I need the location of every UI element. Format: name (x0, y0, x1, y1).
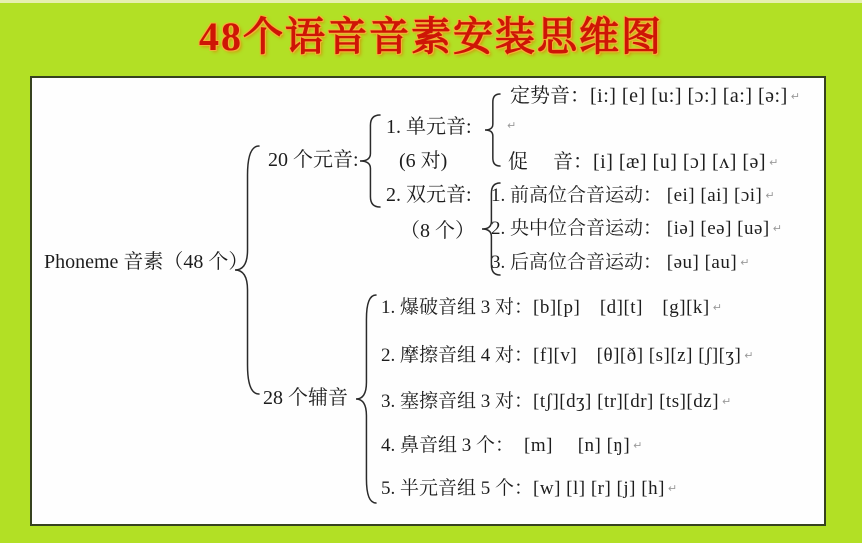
consonant-row (381, 434, 642, 458)
monophthong-count: (6 对) (399, 150, 448, 172)
page-title: 48个语音音素安装思维图 (199, 14, 663, 59)
eol-mark-icon: ↵ (740, 256, 750, 269)
consonant-row (381, 296, 722, 320)
eol-mark-icon: ↵ (667, 482, 678, 495)
brace-root (234, 145, 260, 395)
eol-mark-icon: ↵ (722, 395, 732, 408)
eol-mark-icon: ↵ (772, 222, 782, 235)
consonant-row-label: 2. 摩擦音组 4 对： (381, 345, 534, 366)
consonant-row-phonemes: [f][v] [θ][ð] [s][z] [ʃ][ʒ] (533, 345, 742, 366)
diphthong-title: 2. 双元音: (386, 184, 472, 206)
consonant-row (381, 477, 677, 501)
consonant-row (381, 344, 754, 368)
consonant-row (381, 390, 731, 414)
diphthong-row-phonemes: [ei] [ai] [ɔi] (666, 185, 763, 206)
mono-row-label: 定势音： (510, 85, 590, 107)
mono-row (510, 84, 800, 109)
brace-consonants (355, 294, 377, 504)
consonant-row-label: 4. 鼻音组 3 个： (381, 435, 505, 456)
consonant-row-phonemes: [w] [l] [r] [j] [h] (533, 478, 665, 499)
diphthong-row (491, 251, 749, 275)
mono-row (508, 150, 778, 175)
diphthong-row-label: 1. 前高位合音运动： (491, 185, 663, 206)
consonant-row-label: 3. 塞擦音组 3 对： (381, 391, 534, 412)
consonant-row-label: 1. 爆破音组 3 对： (381, 297, 534, 318)
diphthong-row (491, 217, 782, 241)
consonant-branch-label: 28 个辅音 (263, 387, 348, 409)
mono-row-phonemes: [i] [æ] [u] [ɔ] [ʌ] [ə] (593, 151, 767, 173)
consonant-row-label: 5. 半元音组 5 个： (381, 478, 534, 499)
eol-mark-icon: ↵ (507, 119, 517, 132)
eol-mark-icon: ↵ (790, 90, 800, 103)
consonant-row-phonemes: [tʃ][dʒ] [tr][dr] [ts][dz] (533, 391, 720, 412)
eol-mark-icon: ↵ (712, 301, 722, 314)
consonant-row-phonemes: [m] [n] [ŋ] (504, 435, 631, 456)
diphthong-row (491, 184, 775, 208)
diphthong-count: （8 个） (400, 220, 475, 242)
diphthong-row-phonemes: [əu] [au] (666, 252, 738, 273)
diphthong-row-phonemes: [iə] [eə] [uə] (666, 218, 770, 239)
eol-mark-icon: ↵ (769, 156, 779, 169)
mono-row-phonemes: [i:] [e] [u:] [ɔ:] [a:] [ə:] (590, 85, 788, 107)
eol-mark-icon: ↵ (633, 439, 643, 452)
root-node: Phoneme 音素（48 个） (44, 251, 249, 273)
monophthong-title: 1. 单元音: (386, 116, 472, 138)
brace-vowels (359, 114, 381, 208)
diphthong-row-label: 3. 后高位合音运动： (491, 252, 663, 273)
vowel-branch-label: 20 个元音: (268, 149, 359, 171)
brace-monophthong (484, 93, 501, 167)
eol-mark-icon: ↵ (744, 349, 754, 362)
consonant-row-phonemes: [b][p] [d][t] [g][k] (533, 297, 710, 318)
diphthong-row-label: 2. 央中位合音运动： (491, 218, 663, 239)
eol-mark-icon: ↵ (765, 189, 775, 202)
mono-row-label: 促 音： (508, 151, 593, 173)
